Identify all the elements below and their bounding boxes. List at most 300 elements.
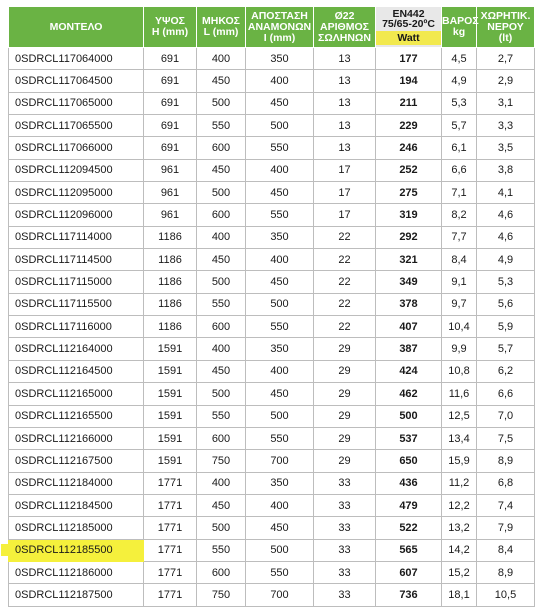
cell-water	[477, 204, 535, 226]
cell-power	[376, 182, 442, 204]
cell-tubes-text: 33	[338, 477, 351, 490]
cell-height-text: 1771	[157, 544, 183, 557]
cell-model	[9, 226, 144, 248]
cell-weight	[442, 70, 477, 92]
cell-power-text: 537	[399, 432, 418, 445]
cell-height	[144, 92, 197, 114]
cell-length-text: 750	[211, 454, 231, 467]
cell-power-text: 565	[399, 544, 418, 557]
cell-water	[477, 360, 535, 382]
cell-water	[477, 517, 535, 539]
cell-model	[9, 204, 144, 226]
cell-model	[9, 293, 144, 315]
cell-length	[197, 383, 246, 405]
cell-power	[376, 360, 442, 382]
cell-height-text: 1771	[157, 521, 183, 534]
cell-weight	[442, 383, 477, 405]
cell-weight-text: 15,2	[448, 566, 470, 579]
table-row	[9, 584, 535, 606]
cell-weight	[442, 249, 477, 271]
cell-water	[477, 48, 535, 70]
cell-weight	[442, 360, 477, 382]
cell-tubes	[314, 472, 376, 494]
cell-water	[477, 383, 535, 405]
cell-weight-text: 14,2	[448, 544, 470, 557]
cell-distance	[246, 204, 314, 226]
table-row	[9, 226, 535, 248]
cell-distance-text: 450	[270, 186, 289, 199]
cell-tubes-text: 22	[338, 320, 351, 333]
cell-model	[9, 338, 144, 360]
cell-length-text: 750	[211, 588, 231, 601]
cell-weight-text: 7,7	[451, 231, 467, 244]
cell-model-text: 0SDRCL117115000	[15, 276, 112, 289]
table-row	[9, 450, 535, 472]
cell-distance	[246, 271, 314, 293]
cell-height-text: 691	[160, 97, 180, 110]
cell-height	[144, 226, 197, 248]
cell-tubes	[314, 48, 376, 70]
cell-distance	[246, 517, 314, 539]
cell-model-text: 0SDRCL112185000	[15, 521, 113, 534]
cell-height	[144, 316, 197, 338]
cell-height-text: 1771	[157, 566, 183, 579]
cell-weight-text: 5,7	[451, 119, 467, 132]
table-row	[9, 249, 535, 271]
cell-power	[376, 159, 442, 181]
cell-power-text: 462	[399, 387, 418, 400]
cell-water	[477, 405, 535, 427]
cell-water-text: 4,1	[497, 186, 514, 199]
cell-weight-text: 4,9	[451, 75, 467, 88]
cell-model	[9, 316, 144, 338]
cell-water	[477, 249, 535, 271]
cell-length	[197, 517, 246, 539]
cell-length-text: 450	[211, 164, 231, 177]
cell-water-text: 3,8	[497, 164, 514, 177]
cell-weight	[442, 271, 477, 293]
cell-length-text: 600	[211, 566, 231, 579]
cell-power	[376, 48, 442, 70]
cell-weight	[442, 182, 477, 204]
cell-tubes	[314, 293, 376, 315]
cell-power	[376, 383, 442, 405]
cell-model-text: 0SDRCL117064000	[15, 52, 113, 65]
cell-water	[477, 159, 535, 181]
cell-height-text: 1591	[157, 365, 183, 378]
cell-distance-text: 450	[270, 387, 289, 400]
cell-height-text: 1186	[158, 298, 182, 311]
table-row	[9, 70, 535, 92]
cell-water-text: 7,4	[497, 499, 514, 512]
cell-height	[144, 383, 197, 405]
cell-tubes-text: 17	[338, 186, 351, 199]
cell-weight-text: 12,5	[448, 410, 470, 423]
cell-weight	[442, 115, 477, 137]
cell-length	[197, 159, 246, 181]
cell-power-text: 211	[399, 97, 418, 110]
cell-height	[144, 539, 197, 561]
cell-length-text: 400	[211, 52, 231, 65]
cell-water-text: 8,9	[497, 454, 514, 467]
cell-weight	[442, 316, 477, 338]
cell-water-text: 6,8	[497, 477, 514, 490]
table-row	[9, 271, 535, 293]
cell-length	[197, 293, 246, 315]
cell-length	[197, 360, 246, 382]
cell-distance	[246, 472, 314, 494]
cell-length	[197, 226, 246, 248]
header-height: ΥΨΟΣ H (mm)	[144, 7, 197, 48]
cell-weight-text: 11,6	[448, 387, 470, 400]
cell-power	[376, 92, 442, 114]
cell-power	[376, 70, 442, 92]
cell-tubes	[314, 115, 376, 137]
cell-distance-text: 550	[270, 320, 289, 333]
cell-water-text: 5,9	[497, 320, 514, 333]
cell-power	[376, 450, 442, 472]
cell-length-text: 550	[211, 544, 231, 557]
cell-power	[376, 561, 442, 583]
cell-height	[144, 137, 197, 159]
cell-power-text: 246	[399, 142, 418, 155]
cell-distance	[246, 338, 314, 360]
cell-length-text: 550	[211, 298, 231, 311]
cell-length	[197, 316, 246, 338]
cell-length	[197, 115, 246, 137]
cell-water-text: 2,9	[497, 75, 514, 88]
cell-tubes	[314, 249, 376, 271]
cell-height-text: 1771	[157, 499, 183, 512]
cell-weight	[442, 137, 477, 159]
cell-model	[9, 383, 144, 405]
cell-water	[477, 316, 535, 338]
cell-water-text: 7,9	[497, 521, 514, 534]
cell-tubes-text: 22	[338, 298, 351, 311]
cell-model	[9, 137, 144, 159]
spec-table-wrapper	[8, 6, 535, 607]
cell-water	[477, 70, 535, 92]
cell-distance	[246, 159, 314, 181]
cell-tubes-text: 29	[338, 387, 351, 400]
cell-model	[9, 450, 144, 472]
cell-length	[197, 271, 246, 293]
cell-model	[9, 271, 144, 293]
cell-distance-text: 350	[270, 477, 289, 490]
cell-tubes	[314, 360, 376, 382]
cell-height	[144, 159, 197, 181]
cell-power-text: 607	[399, 566, 418, 579]
cell-distance	[246, 182, 314, 204]
cell-tubes	[314, 383, 376, 405]
cell-water-text: 3,1	[497, 97, 514, 110]
cell-model-text: 0SDRCL112096000	[15, 209, 113, 222]
cell-model	[9, 159, 144, 181]
cell-length-text: 600	[211, 142, 231, 155]
cell-tubes	[314, 427, 376, 449]
cell-weight-text: 13,4	[448, 432, 470, 445]
cell-weight	[442, 517, 477, 539]
table-row	[9, 92, 535, 114]
cell-weight-text: 9,7	[451, 298, 467, 311]
cell-model-text: 0SDRCL112165000	[15, 387, 113, 400]
cell-power-text: 275	[399, 186, 418, 199]
cell-weight-text: 18,1	[448, 588, 470, 601]
cell-weight-text: 11,2	[448, 477, 470, 490]
cell-water	[477, 584, 535, 606]
cell-water-text: 6,2	[497, 365, 514, 378]
cell-length-text: 400	[211, 231, 231, 244]
cell-tubes-text: 33	[338, 521, 351, 534]
cell-length-text: 600	[211, 209, 231, 222]
cell-water	[477, 226, 535, 248]
cell-length-text: 500	[211, 387, 231, 400]
cell-power	[376, 204, 442, 226]
cell-model-text: 0SDRCL112185500	[15, 544, 113, 557]
table-row	[9, 517, 535, 539]
cell-weight-text: 6,6	[451, 164, 467, 177]
cell-tubes	[314, 92, 376, 114]
cell-weight	[442, 204, 477, 226]
cell-model-text: 0SDRCL117066000	[15, 142, 113, 155]
cell-tubes	[314, 450, 376, 472]
cell-water-text: 8,4	[497, 544, 514, 557]
cell-height-text: 1591	[157, 432, 183, 445]
cell-tubes	[314, 70, 376, 92]
cell-distance	[246, 494, 314, 516]
cell-tubes-text: 13	[338, 75, 351, 88]
cell-length	[197, 249, 246, 271]
cell-model	[9, 92, 144, 114]
cell-water-text: 4,9	[497, 253, 514, 266]
cell-length	[197, 137, 246, 159]
cell-length	[197, 427, 246, 449]
cell-length	[197, 584, 246, 606]
cell-water-text: 7,0	[497, 410, 514, 423]
cell-height-text: 961	[160, 209, 180, 222]
cell-model	[9, 472, 144, 494]
cell-tubes-text: 29	[338, 454, 351, 467]
cell-model	[9, 427, 144, 449]
cell-power-text: 349	[399, 276, 418, 289]
header-weight: ΒΑΡΟΣ kg	[442, 7, 477, 48]
cell-tubes	[314, 159, 376, 181]
cell-tubes-text: 17	[338, 164, 351, 177]
cell-power	[376, 115, 442, 137]
table-row	[9, 204, 535, 226]
cell-length	[197, 539, 246, 561]
cell-distance	[246, 137, 314, 159]
cell-length-text: 500	[211, 186, 231, 199]
cell-model-text: 0SDRCL117065000	[15, 97, 113, 110]
cell-height-text: 1186	[158, 231, 182, 244]
table-row	[9, 48, 535, 70]
cell-tubes	[314, 316, 376, 338]
table-row	[9, 383, 535, 405]
cell-model-text: 0SDRCL112184000	[15, 477, 113, 490]
cell-distance	[246, 115, 314, 137]
cell-height	[144, 70, 197, 92]
cell-distance	[246, 450, 314, 472]
table-row	[9, 159, 535, 181]
cell-power	[376, 338, 442, 360]
cell-height	[144, 204, 197, 226]
cell-model-text: 0SDRCL112164500	[15, 365, 113, 378]
cell-power-text: 252	[399, 164, 418, 177]
cell-distance-text: 500	[270, 298, 289, 311]
cell-water-text: 6,6	[497, 387, 514, 400]
header-distance: ΑΠΟΣΤΑΣΗ ΑΝΑΜΟΝΩΝ I (mm)	[246, 7, 314, 48]
cell-model	[9, 249, 144, 271]
cell-height	[144, 494, 197, 516]
cell-length-text: 400	[211, 477, 231, 490]
cell-model-text: 0SDRCL112186000	[15, 566, 113, 579]
radiator-spec-table	[8, 6, 535, 607]
cell-distance	[246, 360, 314, 382]
cell-power	[376, 293, 442, 315]
cell-model-text: 0SDRCL117114000	[15, 231, 112, 244]
cell-tubes	[314, 539, 376, 561]
cell-length-text: 600	[211, 432, 231, 445]
cell-length	[197, 405, 246, 427]
cell-height-text: 1186	[158, 253, 182, 266]
cell-model	[9, 182, 144, 204]
cell-power	[376, 584, 442, 606]
table-row	[9, 338, 535, 360]
cell-power	[376, 427, 442, 449]
cell-height-text: 961	[160, 164, 180, 177]
cell-water-text: 2,7	[497, 52, 514, 65]
table-row	[9, 137, 535, 159]
cell-length	[197, 48, 246, 70]
cell-tubes	[314, 561, 376, 583]
cell-height	[144, 450, 197, 472]
cell-tubes	[314, 271, 376, 293]
cell-distance-text: 400	[270, 253, 289, 266]
cell-tubes-text: 22	[338, 231, 351, 244]
cell-distance	[246, 48, 314, 70]
cell-model-text: 0SDRCL112095000	[15, 186, 113, 199]
cell-distance-text: 400	[270, 164, 289, 177]
cell-distance	[246, 539, 314, 561]
cell-weight	[442, 472, 477, 494]
cell-distance	[246, 405, 314, 427]
cell-weight	[442, 539, 477, 561]
cell-length	[197, 92, 246, 114]
cell-distance-text: 450	[270, 521, 289, 534]
cell-power-text: 319	[399, 209, 418, 222]
cell-power-text: 292	[399, 231, 418, 244]
cell-power-text: 424	[399, 365, 418, 378]
cell-water	[477, 115, 535, 137]
cell-height-text: 1591	[157, 387, 183, 400]
cell-weight-text: 9,1	[451, 276, 467, 289]
cell-model-text: 0SDRCL112164000	[15, 343, 113, 356]
cell-height-text: 1591	[157, 410, 183, 423]
cell-tubes	[314, 338, 376, 360]
cell-tubes-text: 13	[338, 52, 351, 65]
cell-height	[144, 249, 197, 271]
table-row	[9, 539, 535, 561]
table-row	[9, 561, 535, 583]
cell-height	[144, 271, 197, 293]
cell-water-text: 8,9	[497, 566, 514, 579]
cell-model	[9, 561, 144, 583]
cell-power-text: 736	[399, 588, 418, 601]
cell-water-text: 5,6	[497, 298, 514, 311]
cell-model-text: 0SDRCL117065500	[15, 119, 113, 132]
cell-power	[376, 316, 442, 338]
cell-weight	[442, 159, 477, 181]
cell-model-text: 0SDRCL112187500	[15, 588, 113, 601]
cell-distance-text: 350	[270, 343, 289, 356]
cell-model	[9, 360, 144, 382]
table-row	[9, 182, 535, 204]
cell-water	[477, 539, 535, 561]
cell-height	[144, 338, 197, 360]
cell-weight	[442, 92, 477, 114]
cell-weight	[442, 494, 477, 516]
cell-height	[144, 472, 197, 494]
cell-water	[477, 561, 535, 583]
cell-distance	[246, 584, 314, 606]
cell-model	[9, 115, 144, 137]
header-power-standard: EN442 75/65-20ºC	[382, 8, 435, 30]
cell-weight-text: 15,9	[448, 454, 470, 467]
cell-weight	[442, 338, 477, 360]
cell-length-text: 500	[211, 276, 231, 289]
cell-water	[477, 472, 535, 494]
cell-model-text: 0SDRCL112094500	[15, 164, 113, 177]
cell-length	[197, 182, 246, 204]
cell-model	[9, 70, 144, 92]
cell-power-text: 479	[399, 499, 418, 512]
cell-distance-text: 550	[270, 209, 289, 222]
cell-height-text: 1771	[157, 588, 183, 601]
cell-distance	[246, 383, 314, 405]
cell-model-text: 0SDRCL117114500	[15, 253, 112, 266]
cell-water-text: 4,6	[497, 209, 514, 222]
cell-height-text: 1186	[158, 276, 182, 289]
cell-length	[197, 494, 246, 516]
cell-tubes-text: 29	[338, 432, 351, 445]
cell-length-text: 450	[211, 253, 231, 266]
table-row	[9, 115, 535, 137]
cell-height	[144, 584, 197, 606]
cell-height-text: 1771	[157, 477, 183, 490]
cell-weight	[442, 450, 477, 472]
cell-weight-text: 10,4	[448, 320, 470, 333]
cell-water	[477, 338, 535, 360]
cell-length	[197, 450, 246, 472]
cell-distance-text: 450	[270, 97, 289, 110]
cell-length-text: 400	[211, 343, 231, 356]
cell-length-text: 500	[211, 97, 231, 110]
cell-model-text: 0SDRCL117115500	[15, 298, 112, 311]
cell-power-text: 500	[399, 410, 418, 423]
cell-tubes-text: 13	[338, 119, 351, 132]
cell-weight	[442, 293, 477, 315]
cell-water-text: 5,7	[497, 343, 514, 356]
cell-weight-text: 10,8	[448, 365, 470, 378]
cell-distance	[246, 92, 314, 114]
cell-tubes-text: 33	[338, 566, 351, 579]
cell-water-text: 4,6	[497, 231, 514, 244]
cell-model	[9, 494, 144, 516]
cell-water-text: 5,3	[497, 276, 514, 289]
cell-water	[477, 92, 535, 114]
cell-power	[376, 226, 442, 248]
